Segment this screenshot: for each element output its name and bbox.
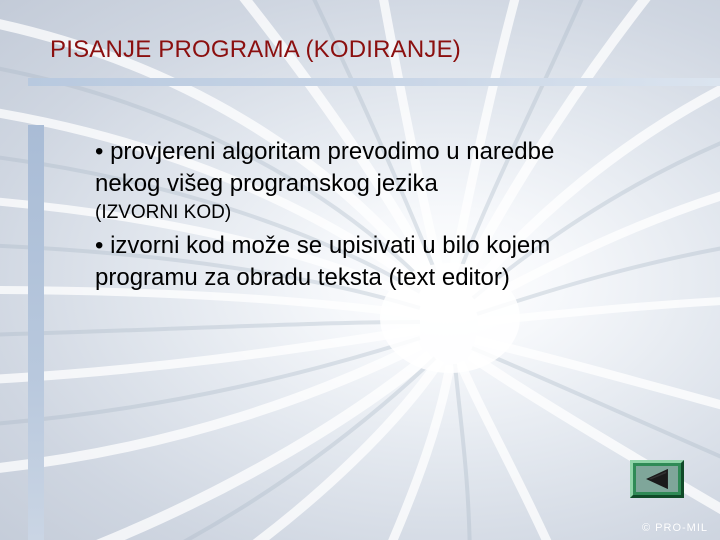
back-button[interactable] [630,460,684,498]
slide-body [95,136,655,294]
bullet-2-line-2: programu za obradu teksta (text editor) [95,264,510,291]
back-arrow-icon [633,463,681,495]
title-underline-bar [28,78,720,86]
slide-title: PISANJE PROGRAMA (KODIRANJE) [50,36,461,63]
bullet-1-line-1: • provjereni algoritam prevodimo u naredbe [95,138,555,165]
left-accent-bar [28,125,44,540]
bullet-1-line-2: nekog višeg programskog jezika [95,170,438,197]
bullet-1-line-3: (IZVORNI KOD) [95,202,232,223]
watermark: © PRO-MIL [642,522,708,534]
bullet-2-line-1: • izvorni kod može se upisivati u bilo kojem [95,232,551,259]
